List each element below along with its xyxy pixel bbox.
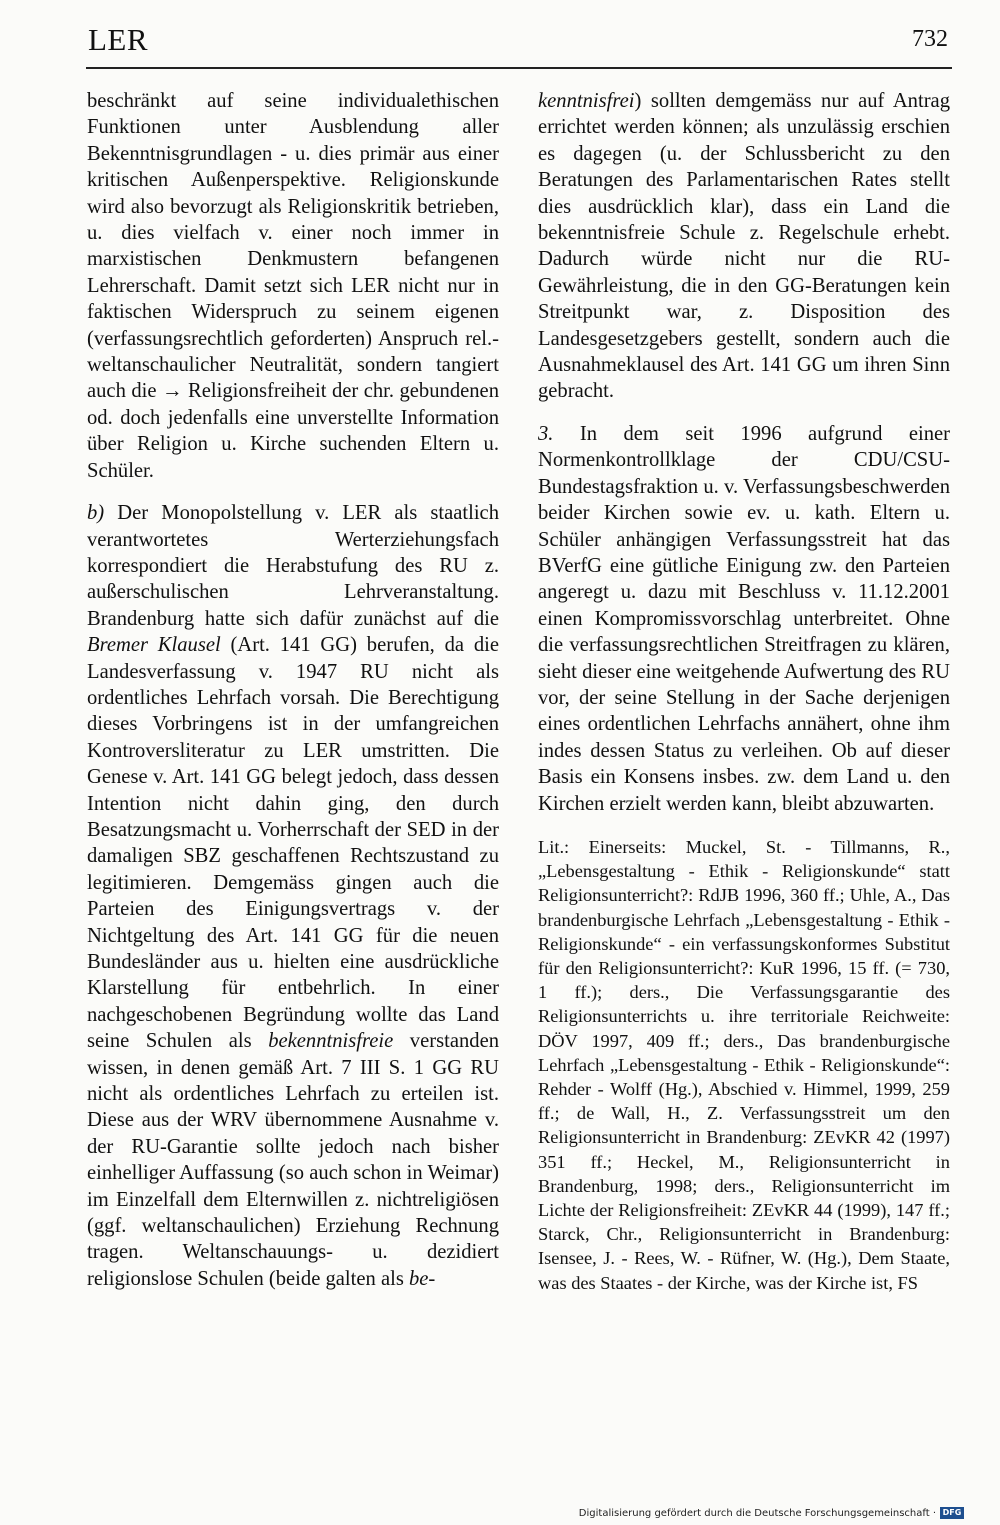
section-marker: 3. [538,422,554,445]
italic-term: bekenntnisfreie [268,1030,394,1053]
dfg-logo: DFG [940,1507,964,1519]
italic-term: be- [408,1267,436,1290]
italic-term: Bremer Klausel [87,634,221,657]
paragraph-text: In dem seit 1996 aufgrund einer Normenkontrollklage der CDU/CSU-Bundestagsfraktion u. v. Verfassungsbeschwerden beider Kirchen sowie ev. u. kath. Eltern u. Schüler anhängigen Verfassungsstreit hat das BVerfG eine gütliche Einigung zw. den Parteien angeregt u. dazu mit Beschluss v. 11.12.2001 einen Kompromissvorschlag unterbreitet. Ohne die verfassungsrechtlichen Streitfragen zu klären, sieht dieser eine weitgehende Aufwertung des RU vor, der seine Stellung in der Sache derjenigen eines ordentlichen Lehrfachs annähert, ohne ihm indes dessen Status zu verleihen. Ob auf dieser Basis ein Konsens insbes. zw. dem Land u. den Kirchen erzielt werden kann, bleibt abzuwarten. [538,422,950,815]
paragraph-text: ) sollten demgemäss nur auf Antrag errichtet werden können; als unzulässig erschien es dagegen (u. der Schlussbericht zu den Beratungen des Parlamentarischen Rates stellt dies ausdrücklich klar), dass ein Land die bekenntnisfreie Schule z. Regelschule erhebt. Dadurch würde nicht nur die RU-Gewährleistung, die in den GG-Beratungen kein Streitpunkt war, z. Disposition des Landesgesetzgebers gestellt, sondern auch die Ausnahmeklausel des Art. 141 GG um ihren Sinn gebracht. [538,90,950,403]
paragraph-b [87,500,499,1292]
digitization-credit [579,1507,964,1519]
right-column [538,88,950,1295]
credit-text: Digitalisierung gefördert durch die Deutsche Forschungsgemeinschaft · [578,1507,936,1519]
left-column [87,88,499,1292]
italic-term: kenntnisfrei [538,90,635,112]
paragraph-continued [87,88,499,484]
paragraph-text: verstanden wissen, in denen gemäß Art. 7 III S. 1 GG RU nicht als ordentliches Lehrfach zu erteilen ist. Diese aus der WRV übernommene Ausnahme v. der RU-Garantie sollte jedoch nach bisher einhelliger Auffassung (so auch schon in Weimar) im Einzelfall dem Elternwillen z. nichtreligiösen (ggf. weltanschaulichen) Erziehung Rechnung tragen. Weltanschauungs- u. dezidiert religionslose Schulen (beide galten als [87,1030,500,1290]
paragraph-text: (Art. 141 GG) berufen, da die Landesverfassung v. 1947 RU nicht als ordentliches Lehrfach vorsah. Die Berechtigung dieses Vorbringens ist in der umfangreichen Kontroversliteratur zu LER umstritten. Die Genese v. Art. 141 GG belegt jedoch, dass dessen Intention nicht dahin ging, den durch Besatzungsmacht u. Vorherrschaft der SED in der damaligen SBZ geschaffenen Rechtszustand zu legitimieren. Demgemäss gingen auch die Parteien des Einigungsvertrags v. der Nichtgeltung des Art. 141 GG für die neuen Bundesländer aus u. hielten eine ausdrückliche Klarstellung für entbehrlich. In einer nachgeschobenen Begründung wollte das Land seine Schulen als [87,634,499,1053]
paragraph-text: beschränkt auf seine individualethischen Funktionen unter Ausblendung aller Bekenntnisgrundlagen - u. dies primär aus einer kritischen Außenperspektive. Religionskunde wird also bevorzugt als Religionskritik betrieben, u. dies vielfach v. einer noch immer in marxistischen Denkmustern befangenen Lehrerschaft. Damit setzt sich LER nicht nur in faktischen Widerspruch zu seinem eigenen (verfassungsrechtlich geforderten) Anspruch rel.-weltanschaulicher Neutralität, sondern tangiert auch die → Religionsfreiheit der chr. gebundenen od. doch jedenfalls eine unverstellte Information über Religion u. Kirche suchenden Eltern u. Schüler. [87,90,499,482]
page-number: 732 [912,26,948,52]
paragraph-continued [538,88,950,405]
paragraph-3 [538,421,950,817]
literature-list: Lit.: Einerseits: Muckel, St. - Tillmanns, R., „Lebensgestaltung - Ethik - Religionskunde“ statt Religionsunterricht?: RdJB 1996, 360 ff.; Uhle, A., Das brandenburgische Lehrfach „Lebensgestaltung - Ethik - Religionskunde“ - ein verfassungskonformes Substitut für den Religionsunterricht?: KuR 1996, 15 ff. (= 730, 1 ff.); ders., Die Verfassungsgarantie des Religionsunterrichts u. ihre territoriale Reichweite: DÖV 1997, 409 ff.; ders., Das brandenburgische Lehrfach „Lebensgestaltung - Ethik - Religionskunde“: Rehder - Wolff (Hg.), Abschied v. Himmel, 1999, 259 ff.; de Wall, H., Z. Verfassungsstreit um den Religionsunterricht in Brandenburg: ZEvKR 42 (1997) 351 ff.; Heckel, M., Religionsunterricht in Brandenburg, 1998; ders., Religionsunterricht im Lichte der Religionsfreiheit: ZEvKR 44 (1999), 147 ff.; Starck, Chr., Religionsunterricht in Brandenburg: Isensee, J. - Rees, W. - Rüfner, W. (Hg.), Dem Staate, was des Staates - der Kirche, was der Kirche ist, FS [538,836,950,1293]
section-marker: b) [87,502,105,525]
header-rule [86,67,952,69]
paragraph-text: Der Monopolstellung v. LER als staatlich verantwortetes Werterziehungsfach korrespondiert die Herabstufung des RU z. außerschulischen Lehrveranstaltung. Brandenburg hatte sich dafür zunächst auf die [87,502,499,630]
running-header-title: LER [88,22,149,57]
